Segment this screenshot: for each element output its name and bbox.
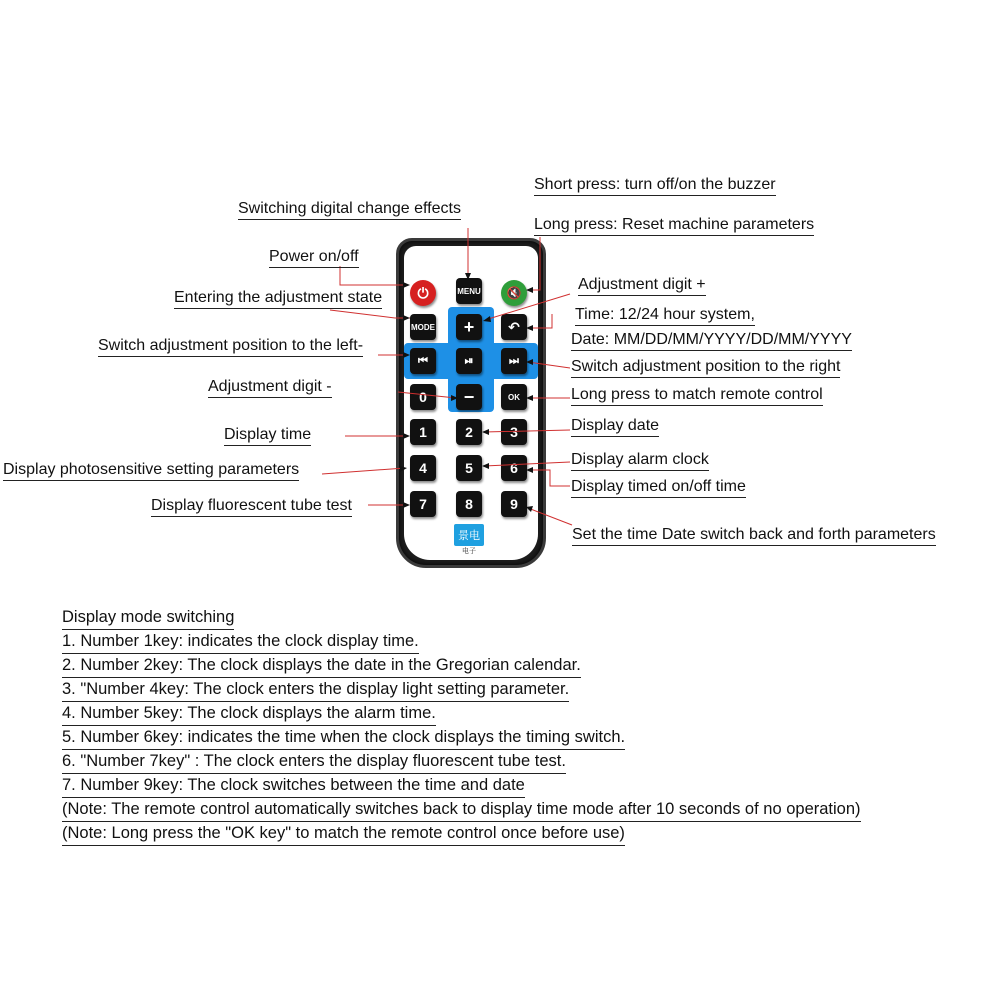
note-item: 5. Number 6key: indicates the time when the clock displays the timing switch. — [62, 727, 625, 750]
brand-logo: 景电 — [454, 524, 484, 546]
key-1[interactable]: 1 — [410, 419, 436, 445]
label-display-date: Display date — [571, 416, 659, 437]
label-switching-effects: Switching digital change effects — [238, 199, 461, 220]
minus-button[interactable]: − — [456, 384, 482, 410]
leader-entering-adjust — [330, 310, 410, 318]
brand-subtitle: 电子 — [462, 548, 476, 555]
label-power: Power on/off — [269, 247, 359, 268]
label-date-format: Date: MM/DD/MM/YYYY/DD/MM/YYYY — [571, 330, 852, 351]
leader-digit-plus — [485, 294, 570, 320]
next-button[interactable]: ⏭ — [501, 348, 527, 374]
leader-digit-minus — [398, 392, 456, 398]
leader-set-switch — [528, 508, 572, 525]
power-button[interactable]: ⏻ — [410, 280, 436, 306]
key-2[interactable]: 2 — [456, 419, 482, 445]
leader-alarm — [484, 462, 570, 466]
leader-switch-right — [528, 362, 570, 368]
label-display-timed: Display timed on/off time — [571, 477, 746, 498]
note-item: (Note: The remote control automatically switches back to display time mode after 10 seconds of no operation) — [62, 799, 861, 822]
leader-power — [340, 266, 408, 285]
leader-buzzer — [528, 237, 540, 290]
notes-heading: Display mode switching — [62, 607, 234, 630]
key-0[interactable]: 0 — [410, 384, 436, 410]
label-digit-plus: Adjustment digit + — [578, 275, 706, 296]
menu-button[interactable]: MENU — [456, 278, 482, 304]
play-pause-button[interactable]: ⏯ — [456, 348, 482, 374]
notes-block — [62, 607, 861, 847]
mute-button[interactable]: 🔇 — [501, 280, 527, 306]
key-7[interactable]: 7 — [410, 491, 436, 517]
label-set-switch: Set the time Date switch back and forth parameters — [572, 525, 936, 546]
key-4[interactable]: 4 — [410, 455, 436, 481]
key-9[interactable]: 9 — [501, 491, 527, 517]
label-long-press-reset: Long press: Reset machine parameters — [534, 215, 814, 236]
note-item: 1. Number 1key: indicates the clock display time. — [62, 631, 419, 654]
note-item: (Note: Long press the "OK key" to match the remote control once before use) — [62, 823, 625, 846]
label-switch-right: Switch adjustment position to the right — [571, 357, 840, 378]
leader-display-date — [484, 430, 570, 432]
note-item: 4. Number 5key: The clock displays the alarm time. — [62, 703, 436, 726]
key-6[interactable]: 6 — [501, 455, 527, 481]
back-button[interactable]: ↶ — [501, 314, 527, 340]
mode-button[interactable]: MODE — [410, 314, 436, 340]
label-digit-minus: Adjustment digit - — [208, 377, 332, 398]
label-time-system: Time: 12/24 hour system, — [575, 305, 755, 326]
key-5[interactable]: 5 — [456, 455, 482, 481]
ok-button[interactable]: OK — [501, 384, 527, 410]
leader-photosensitive — [322, 468, 405, 474]
label-display-alarm: Display alarm clock — [571, 450, 709, 471]
key-8[interactable]: 8 — [456, 491, 482, 517]
plus-button[interactable]: + — [456, 314, 482, 340]
prev-button[interactable]: ⏮ — [410, 348, 436, 374]
key-3[interactable]: 3 — [501, 419, 527, 445]
label-switch-left: Switch adjustment position to the left- — [98, 336, 363, 357]
label-entering-adjust: Entering the adjustment state — [174, 288, 382, 309]
note-item: 2. Number 2key: The clock displays the date in the Gregorian calendar. — [62, 655, 581, 678]
label-display-time: Display time — [224, 425, 311, 446]
note-item: 3. "Number 4key: The clock enters the display light setting parameter. — [62, 679, 569, 702]
label-display-photosensitive: Display photosensitive setting parameters — [3, 460, 299, 481]
label-long-press-match: Long press to match remote control — [571, 385, 823, 406]
note-item: 7. Number 9key: The clock switches between the time and date — [62, 775, 525, 798]
label-short-press: Short press: turn off/on the buzzer — [534, 175, 776, 196]
label-display-tube: Display fluorescent tube test — [151, 496, 352, 517]
leader-timed — [528, 470, 570, 486]
note-item: 6. "Number 7key" : The clock enters the display fluorescent tube test. — [62, 751, 566, 774]
